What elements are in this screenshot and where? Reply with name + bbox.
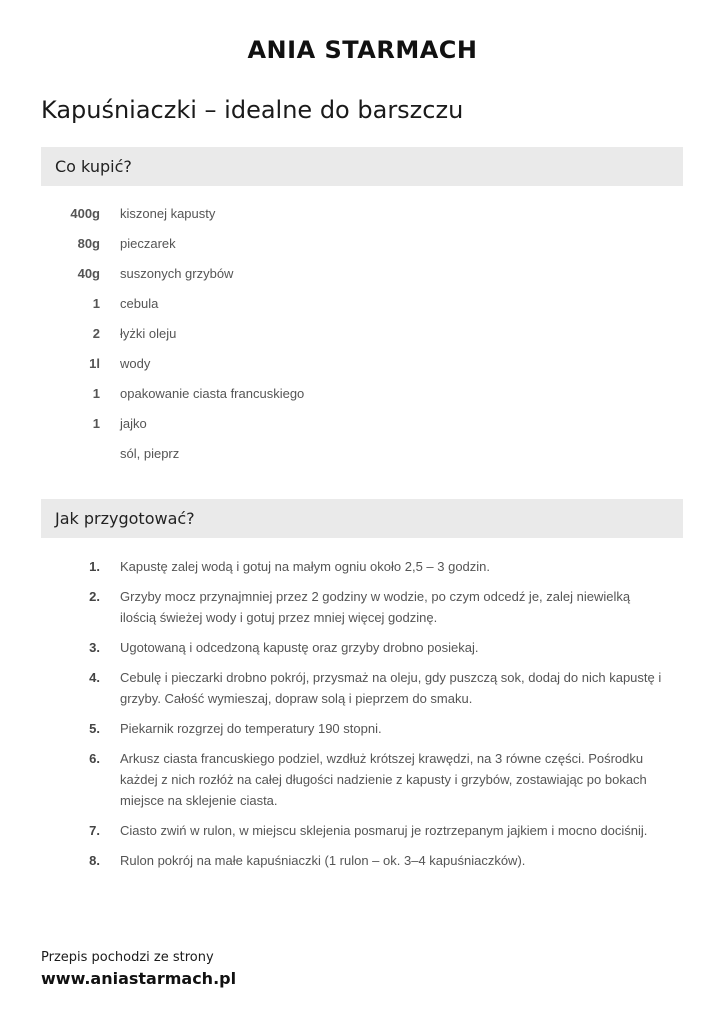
ingredient-quantity: 1 [92,296,100,311]
step-text: Grzyby mocz przynajmniej przez 2 godziny w wodzie, po czym odcedź je, zalej niewielką ilością świeżej wody i gotuj przez mniej więcej godzinę. [120,589,631,625]
ingredient-row [0,293,725,323]
ingredient-quantity: 1 [92,386,100,401]
step-item [0,637,725,658]
step-number: 4. [89,670,100,685]
ingredient-quantity: 40g [77,266,100,281]
step-number: 3. [89,640,100,655]
ingredient-name: cebula [120,296,159,311]
ingredient-quantity: 2 [92,326,100,341]
ingredient-quantity: 1 [92,416,100,431]
ingredient-row [0,323,725,353]
ingredient-row [0,443,725,473]
ingredient-name: opakowanie ciasta francuskiego [120,386,305,401]
ingredient-row [0,353,725,383]
ingredients-heading: Co kupić? [55,157,132,176]
ingredient-row [0,263,725,293]
step-text: Kapustę zalej wodą i gotuj na małym ogniu około 2,5 – 3 godzin. [120,559,491,574]
source-label: Przepis pochodzi ze strony [41,950,214,965]
ingredient-quantity: 400g [70,206,100,221]
preparation-heading: Jak przygotować? [55,509,195,528]
step-item [0,820,725,841]
ingredient-name: suszonych grzybów [120,266,234,281]
ingredients-list [0,203,725,473]
preparation-section-header [41,499,683,538]
step-item [0,667,725,709]
ingredient-row [0,233,725,263]
step-item [0,718,725,739]
ingredient-row [0,203,725,233]
ingredient-name: łyżki oleju [120,326,177,341]
step-item [0,850,725,871]
ingredient-name: pieczarek [120,236,176,251]
ingredient-row [0,383,725,413]
step-number: 7. [89,823,100,838]
ingredient-quantity: 80g [77,236,100,251]
step-text: Arkusz ciasta francuskiego podziel, wzdłuż krótszej krawędzi, na 3 równe części. Pośrodku każdej z nich rozłóż na całej długości nadzienie z kapusty i grzybów, zostawiając po bokach miejsce na sklejenie ciasta. [120,751,647,808]
step-item [0,748,725,811]
step-item [0,556,725,577]
step-number: 1. [89,559,100,574]
brand-title: ANIA STARMACH [247,36,478,64]
ingredient-name: jajko [120,416,147,431]
step-number: 6. [89,751,100,766]
website-link[interactable]: www.aniastarmach.pl [41,969,237,988]
ingredient-quantity: 1l [89,356,100,371]
step-number: 5. [89,721,100,736]
ingredient-name: sól, pieprz [120,446,180,461]
step-text: Rulon pokrój na małe kapuśniaczki (1 rulon – ok. 3–4 kapuśniaczków). [120,853,526,868]
step-text: Cebulę i pieczarki drobno pokrój, przysmaż na oleju, gdy puszczą sok, dodaj do nich kapustę i grzyby. Całość wymieszaj, dopraw solą i pieprzem do smaku. [120,670,662,706]
step-item [0,586,725,628]
step-text: Ugotowaną i odcedzoną kapustę oraz grzyby drobno posiekaj. [120,640,479,655]
step-text: Piekarnik rozgrzej do temperatury 190 stopni. [120,721,382,736]
step-number: 2. [89,589,100,604]
step-text: Ciasto zwiń w rulon, w miejscu sklejenia posmaruj je roztrzepanym jajkiem i mocno dociśnij. [120,823,648,838]
recipe-title: Kapuśniaczki – idealne do barszczu [41,96,464,124]
ingredient-row [0,413,725,443]
step-number: 8. [89,853,100,868]
ingredient-name: wody [120,356,151,371]
preparation-steps [0,556,725,880]
ingredients-section-header [41,147,683,186]
ingredient-name: kiszonej kapusty [120,206,216,221]
